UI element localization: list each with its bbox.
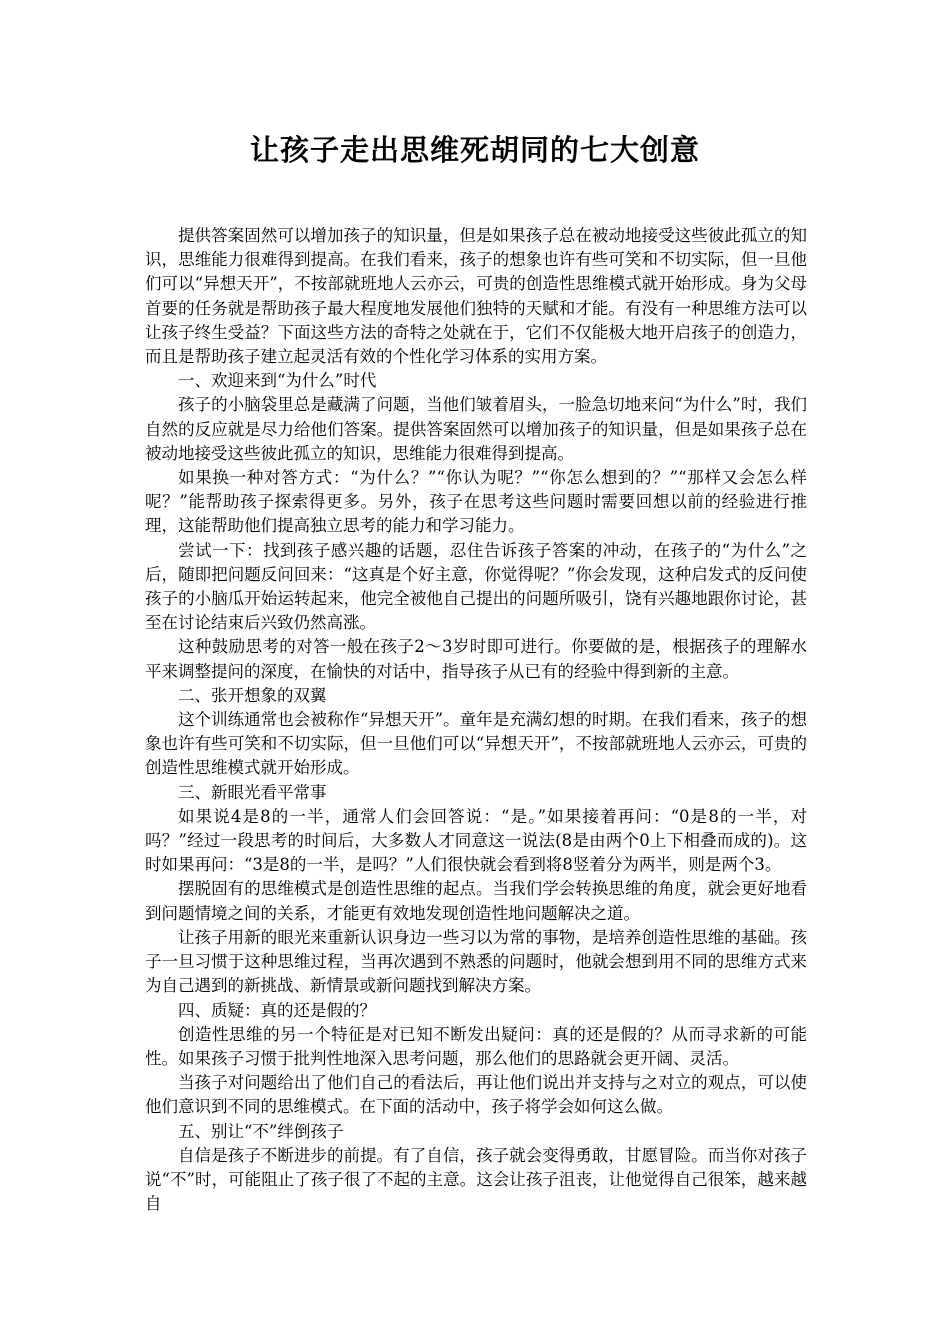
- paragraph: 这种鼓励思考的对答一般在孩子2～3岁时即可进行。你要做的是，根据孩子的理解水平来调整提问的深度，在愉快的对话中，指导孩子从已有的经验中得到新的主意。: [145, 637, 807, 681]
- paragraph: 当孩子对问题给出了他们自己的看法后，再让他们说出并支持与之对立的观点，可以使他们意识到不同的思维模式。在下面的活动中，孩子将学会如何这么做。: [145, 1073, 807, 1117]
- section-heading-3: 三、新眼光看平常事: [178, 782, 327, 802]
- paragraph: 如果换一种对答方式：“为什么？”“你认为呢？”“你怎么想到的？”“那样又会怎么样呢？”能帮助孩子探索得更多。另外，孩子在思考这些问题时需要回想以前的经验进行推理，这能帮助他们提高独立思考的能力和学习能力。: [145, 468, 807, 536]
- section-heading-5: 五、别让“不”绊倒孩子: [178, 1121, 344, 1141]
- paragraph: 让孩子用新的眼光来重新认识身边一些习以为常的事物，是培养创造性思维的基础。孩子一旦习惯于这种思维过程，当再次遇到不熟悉的问题时，他就会想到用不同的思维方式来为自己遇到的新挑战、新情景或新问题找到解决方案。: [145, 927, 807, 996]
- document-body: [145, 224, 807, 1216]
- section-heading-1: 一、欢迎来到“为什么”时代: [178, 371, 377, 391]
- paragraph: 孩子的小脑袋里总是藏满了问题，当他们皱着眉头，一脸急切地来问“为什么”时，我们自然的反应就是尽力给他们答案。提供答案固然可以增加孩子的知识量，但是如果孩子总在被动地接受这些彼此孤立的知识，思维能力很难得到提高。: [145, 395, 807, 463]
- paragraph: 如果说4是8的一半，通常人们会回答说：“是。”如果接着再问：“0是8的一半，对吗？”经过一段思考的时间后，大多数人才同意这一说法(8是由两个0上下相叠而成的)。这时如果再问：“3是8的一半，是吗？”人们很快就会看到将8竖着分为两半，则是两个3。: [145, 806, 807, 875]
- paragraph: 这个训练通常也会被称作“异想天开”。童年是充满幻想的时期。在我们看来，孩子的想象也许有些可笑和不切实际，但一旦他们可以“异想天开”，不按部就班地人云亦云，可贵的创造性思维模式就开始形成。: [145, 710, 807, 778]
- section-heading-2: 二、张开想象的双翼: [178, 685, 327, 705]
- paragraph: 摆脱固有的思维模式是创造性思维的起点。当我们学会转换思维的角度，就会更好地看到问题情境之间的关系，才能更有效地发现创造性地问题解决之道。: [145, 879, 807, 923]
- paragraph: 创造性思维的另一个特征是对已知不断发出疑问：真的还是假的？从而寻求新的可能性。如果孩子习惯于批判性地深入思考问题，那么他们的思路就会更开阔、灵活。: [145, 1024, 807, 1068]
- paragraph: 尝试一下：找到孩子感兴趣的话题，忍住告诉孩子答案的冲动，在孩子的“为什么”之后，随即把问题反问回来：“这真是个好主意，你觉得呢？”你会发现，这种启发式的反问使孩子的小脑瓜开始运转起来，他完全被他自己提出的问题所吸引，饶有兴趣地跟你讨论，甚至在讨论结束后兴致仍然高涨。: [145, 540, 807, 633]
- paragraph-intro: 提供答案固然可以增加孩子的知识量，但是如果孩子总在被动地接受这些彼此孤立的知识，思维能力很难得到提高。在我们看来，孩子的想象也许有些可笑和不切实际，但一旦他们可以“异想天开”，不按部就班地人云亦云，可贵的创造性思维模式就开始形成。身为父母首要的任务就是帮助孩子最大程度地发展他们独特的天赋和才能。有没有一种思维方法可以让孩子终生受益？下面这些方法的奇特之处就在于，它们不仅能极大地开启孩子的创造力，而且是帮助孩子建立起灵活有效的个性化学习体系的实用方案。: [145, 226, 807, 367]
- document-title: 让孩子走出思维死胡同的七大创意: [249, 133, 700, 167]
- section-heading-4: 四、质疑：真的还是假的？: [178, 1000, 376, 1020]
- paragraph: 自信是孩子不断进步的前提。有了自信，孩子就会变得勇敢，甘愿冒险。而当你对孩子说“不”时，可能阻止了孩子很了不起的主意。这会让孩子沮丧，让他觉得自己很笨，越来越自: [145, 1145, 807, 1214]
